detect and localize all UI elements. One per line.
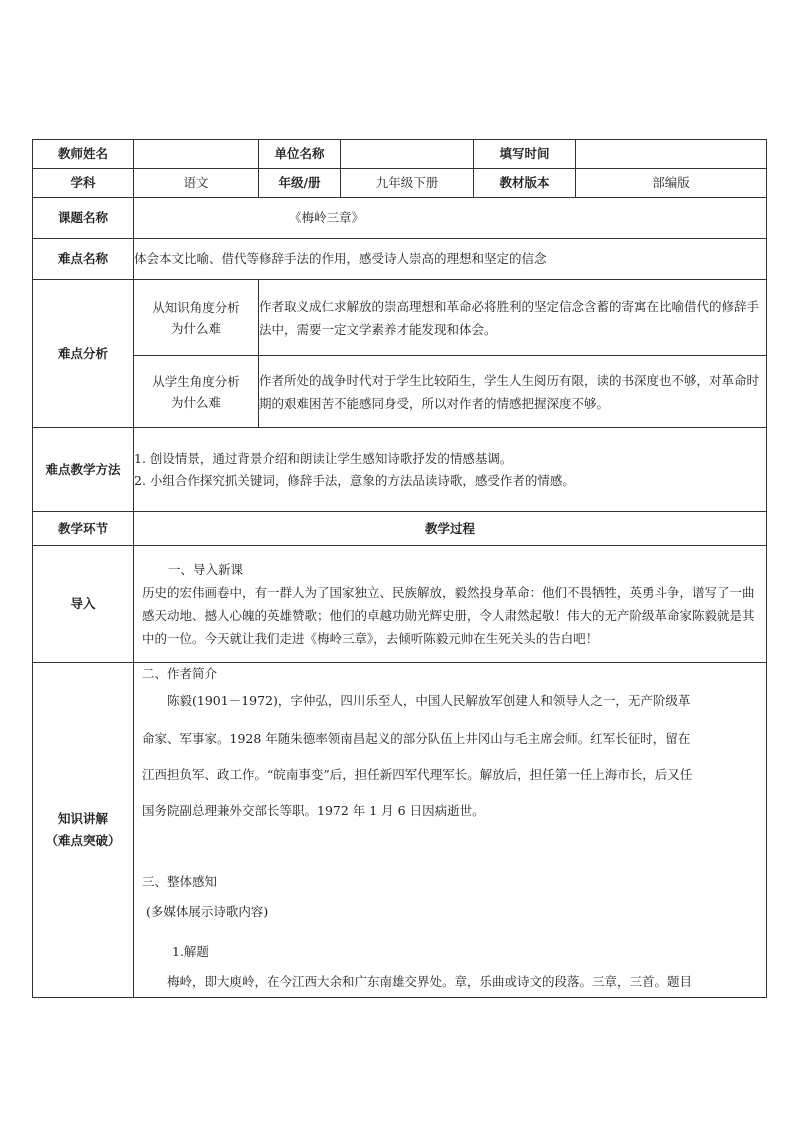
difficulty-analysis-label: 难点分析	[33, 280, 134, 428]
knowledge-angle-label-2: 为什么难	[170, 320, 221, 336]
teaching-stage-header: 教学环节	[33, 512, 134, 546]
topic-text: 《梅岭三章》	[289, 210, 365, 225]
difficulty-value: 体会本文比喻、借代等修辞手法的作用，感受诗人崇高的理想和坚定的信念	[134, 239, 767, 280]
fill-date-label: 填写时间	[474, 140, 576, 169]
intro-text: 历史的宏伟画卷中，有一群人为了国家独立、民族解放，毅然投身革命：他们不畏牺牲，英勇斗争，谱写了一曲感天动地、撼人心魄的英雄赞歌；他们的卓越功勋光辉史册，令人肃然起敬！伟大的无产阶级革命家陈毅就是其中的一位。今天就让我们走进《梅岭三章》，去倾听陈毅元帅在生死关头的告白吧！	[142, 585, 755, 646]
teacher-name-value	[134, 140, 259, 169]
knowledge-angle-label-1: 从知识角度分析	[152, 299, 240, 315]
teacher-name-label: 教师姓名	[33, 140, 134, 169]
student-angle-label-1: 从学生角度分析	[152, 373, 240, 389]
knowledge-label-2: （难点突破）	[45, 833, 121, 848]
knowledge-cell	[134, 663, 767, 998]
title-text: 梅岭，即大庾岭，在今江西大余和广东南雄交界处。章，乐曲或诗文的段落。三章，三首。题目	[167, 974, 693, 989]
topic-label: 课题名称	[33, 198, 134, 239]
subject-value: 语文	[134, 169, 259, 198]
textbook-edition-label: 教材版本	[474, 169, 576, 198]
student-angle-label-2: 为什么难	[170, 394, 221, 410]
difficulty-label: 难点名称	[33, 239, 134, 280]
author-heading: 二、作者简介	[142, 666, 218, 681]
student-angle-text: 作者所处的战争时代对于学生比较陌生，学生人生阅历有限，读的书深度也不够，对革命时期的艰难困苦不能感同身受，所以对作者的情感把握深度不够。	[259, 356, 767, 428]
method-line-1: 1. 创设情景，通过背景介绍和朗读让学生感知诗歌抒发的情感基调。	[134, 450, 513, 466]
textbook-edition-value: 部编版	[576, 169, 767, 198]
media-note: (多媒体展示诗歌内容)	[146, 904, 269, 919]
topic-value	[134, 198, 767, 239]
knowledge-label-1: 知识讲解	[57, 811, 108, 826]
author-line-4: 国务院副总理兼外交部长等职。1972 年 1 月 6 日因病逝世。	[142, 803, 485, 818]
unit-name-label: 单位名称	[259, 140, 341, 169]
author-line-3: 江西担负军、政工作。“皖南事变”后，担任新四军代理军长。解放后，担任第一任上海市长，后又任	[142, 767, 693, 782]
grade-value: 九年级下册	[341, 169, 474, 198]
knowledge-label-cell	[33, 663, 134, 998]
fill-date-value	[576, 140, 767, 169]
teaching-method-cell	[134, 428, 767, 512]
author-line-2: 命家、军事家。1928 年随朱德率领南昌起义的部分队伍上井冈山与毛主席会师。红军长征时，留在	[142, 731, 691, 746]
overall-heading: 三、整体感知	[142, 874, 218, 889]
intro-cell	[134, 546, 767, 663]
intro-label: 导入	[33, 546, 134, 663]
teaching-process-header: 教学过程	[134, 512, 767, 546]
intro-heading: 一、导入新课	[168, 562, 244, 577]
grade-label: 年级/册	[259, 169, 341, 198]
lesson-plan-table	[32, 139, 767, 998]
student-angle-cell	[134, 356, 259, 428]
knowledge-angle-text: 作者取义成仁求解放的崇高理想和革命必将胜利的坚定信念含蓄的寄寓在比喻借代的修辞手法中，需要一定文学素养才能发现和体会。	[259, 280, 767, 356]
title-heading: 1.解题	[172, 944, 209, 959]
knowledge-angle-cell	[134, 280, 259, 356]
author-line-1: 陈毅(1901－1972)，字仲弘，四川乐至人，中国人民解放军创建人和领导人之一，无产阶级革	[167, 693, 691, 708]
teaching-method-label: 难点教学方法	[33, 428, 134, 512]
unit-name-value	[341, 140, 474, 169]
subject-label: 学科	[33, 169, 134, 198]
method-line-2: 2. 小组合作探究抓关键词，修辞手法，意象的方法品读诗歌，感受作者的情感。	[134, 472, 575, 488]
